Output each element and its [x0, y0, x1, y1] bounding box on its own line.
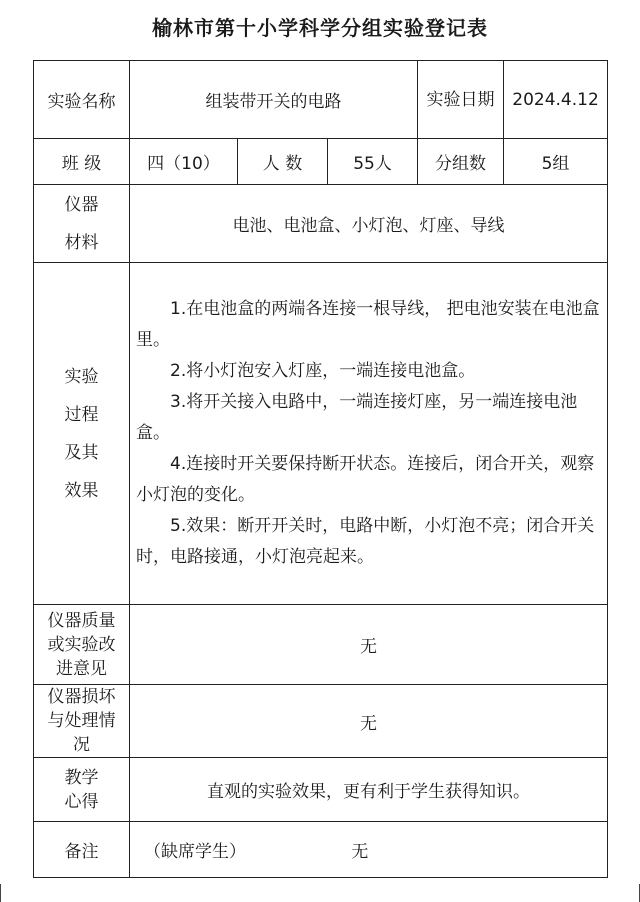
page-title: 榆林市第十小学科学分组实验登记表	[152, 16, 488, 40]
quality-label: 仪器质量或实验改进意见	[34, 605, 130, 685]
process-step: 5.效果：断开开关时，电路中断，小灯泡不亮；闭合开关时，电路接通，小灯泡亮起来。	[136, 516, 595, 567]
process-step: 4.连接时开关要保持断开状态。连接后，闭合开关，观察小灯泡的变化。	[136, 454, 595, 505]
notes-label: 备注	[34, 822, 130, 878]
absent-label: （缺席学生）	[144, 842, 246, 862]
experiment-date-value: 2024.4.12	[504, 61, 608, 139]
groups-value: 5组	[504, 139, 608, 185]
process-step: 1.在电池盒的两端各连接一根导线， 把电池安装在电池盒里。	[136, 299, 600, 350]
page-corner-mark	[629, 884, 640, 902]
teaching-value: 直观的实验效果，更有利于学生获得知识。	[130, 758, 608, 822]
count-value: 55人	[328, 139, 418, 185]
teaching-label: 教学心得	[34, 758, 130, 822]
experiment-name-label: 实验名称	[34, 61, 130, 139]
page-corner-mark	[0, 884, 11, 902]
count-label: 人 数	[238, 139, 328, 185]
experiment-name-value: 组装带开关的电路	[130, 61, 418, 139]
damage-label: 仪器损坏与处理情况	[34, 685, 130, 758]
process-step: 3.将开关接入电路中，一端连接灯座，另一端连接电池盒。	[136, 392, 578, 443]
process-content	[130, 263, 608, 605]
materials-label: 仪器材料	[34, 185, 130, 263]
groups-label: 分组数	[418, 139, 504, 185]
quality-value: 无	[130, 605, 608, 685]
experiment-date-label: 实验日期	[418, 61, 504, 139]
process-label: 实验过程及其效果	[34, 263, 130, 605]
materials-value: 电池、电池盒、小灯泡、灯座、导线	[130, 185, 608, 263]
absent-value: 无	[351, 842, 369, 862]
process-step: 2.将小灯泡安入灯座，一端连接电池盒。	[170, 361, 476, 381]
class-value: 四（10）	[130, 139, 238, 185]
class-label: 班 级	[34, 139, 130, 185]
notes-value	[130, 822, 608, 878]
damage-value: 无	[130, 685, 608, 758]
registration-table	[33, 60, 608, 878]
